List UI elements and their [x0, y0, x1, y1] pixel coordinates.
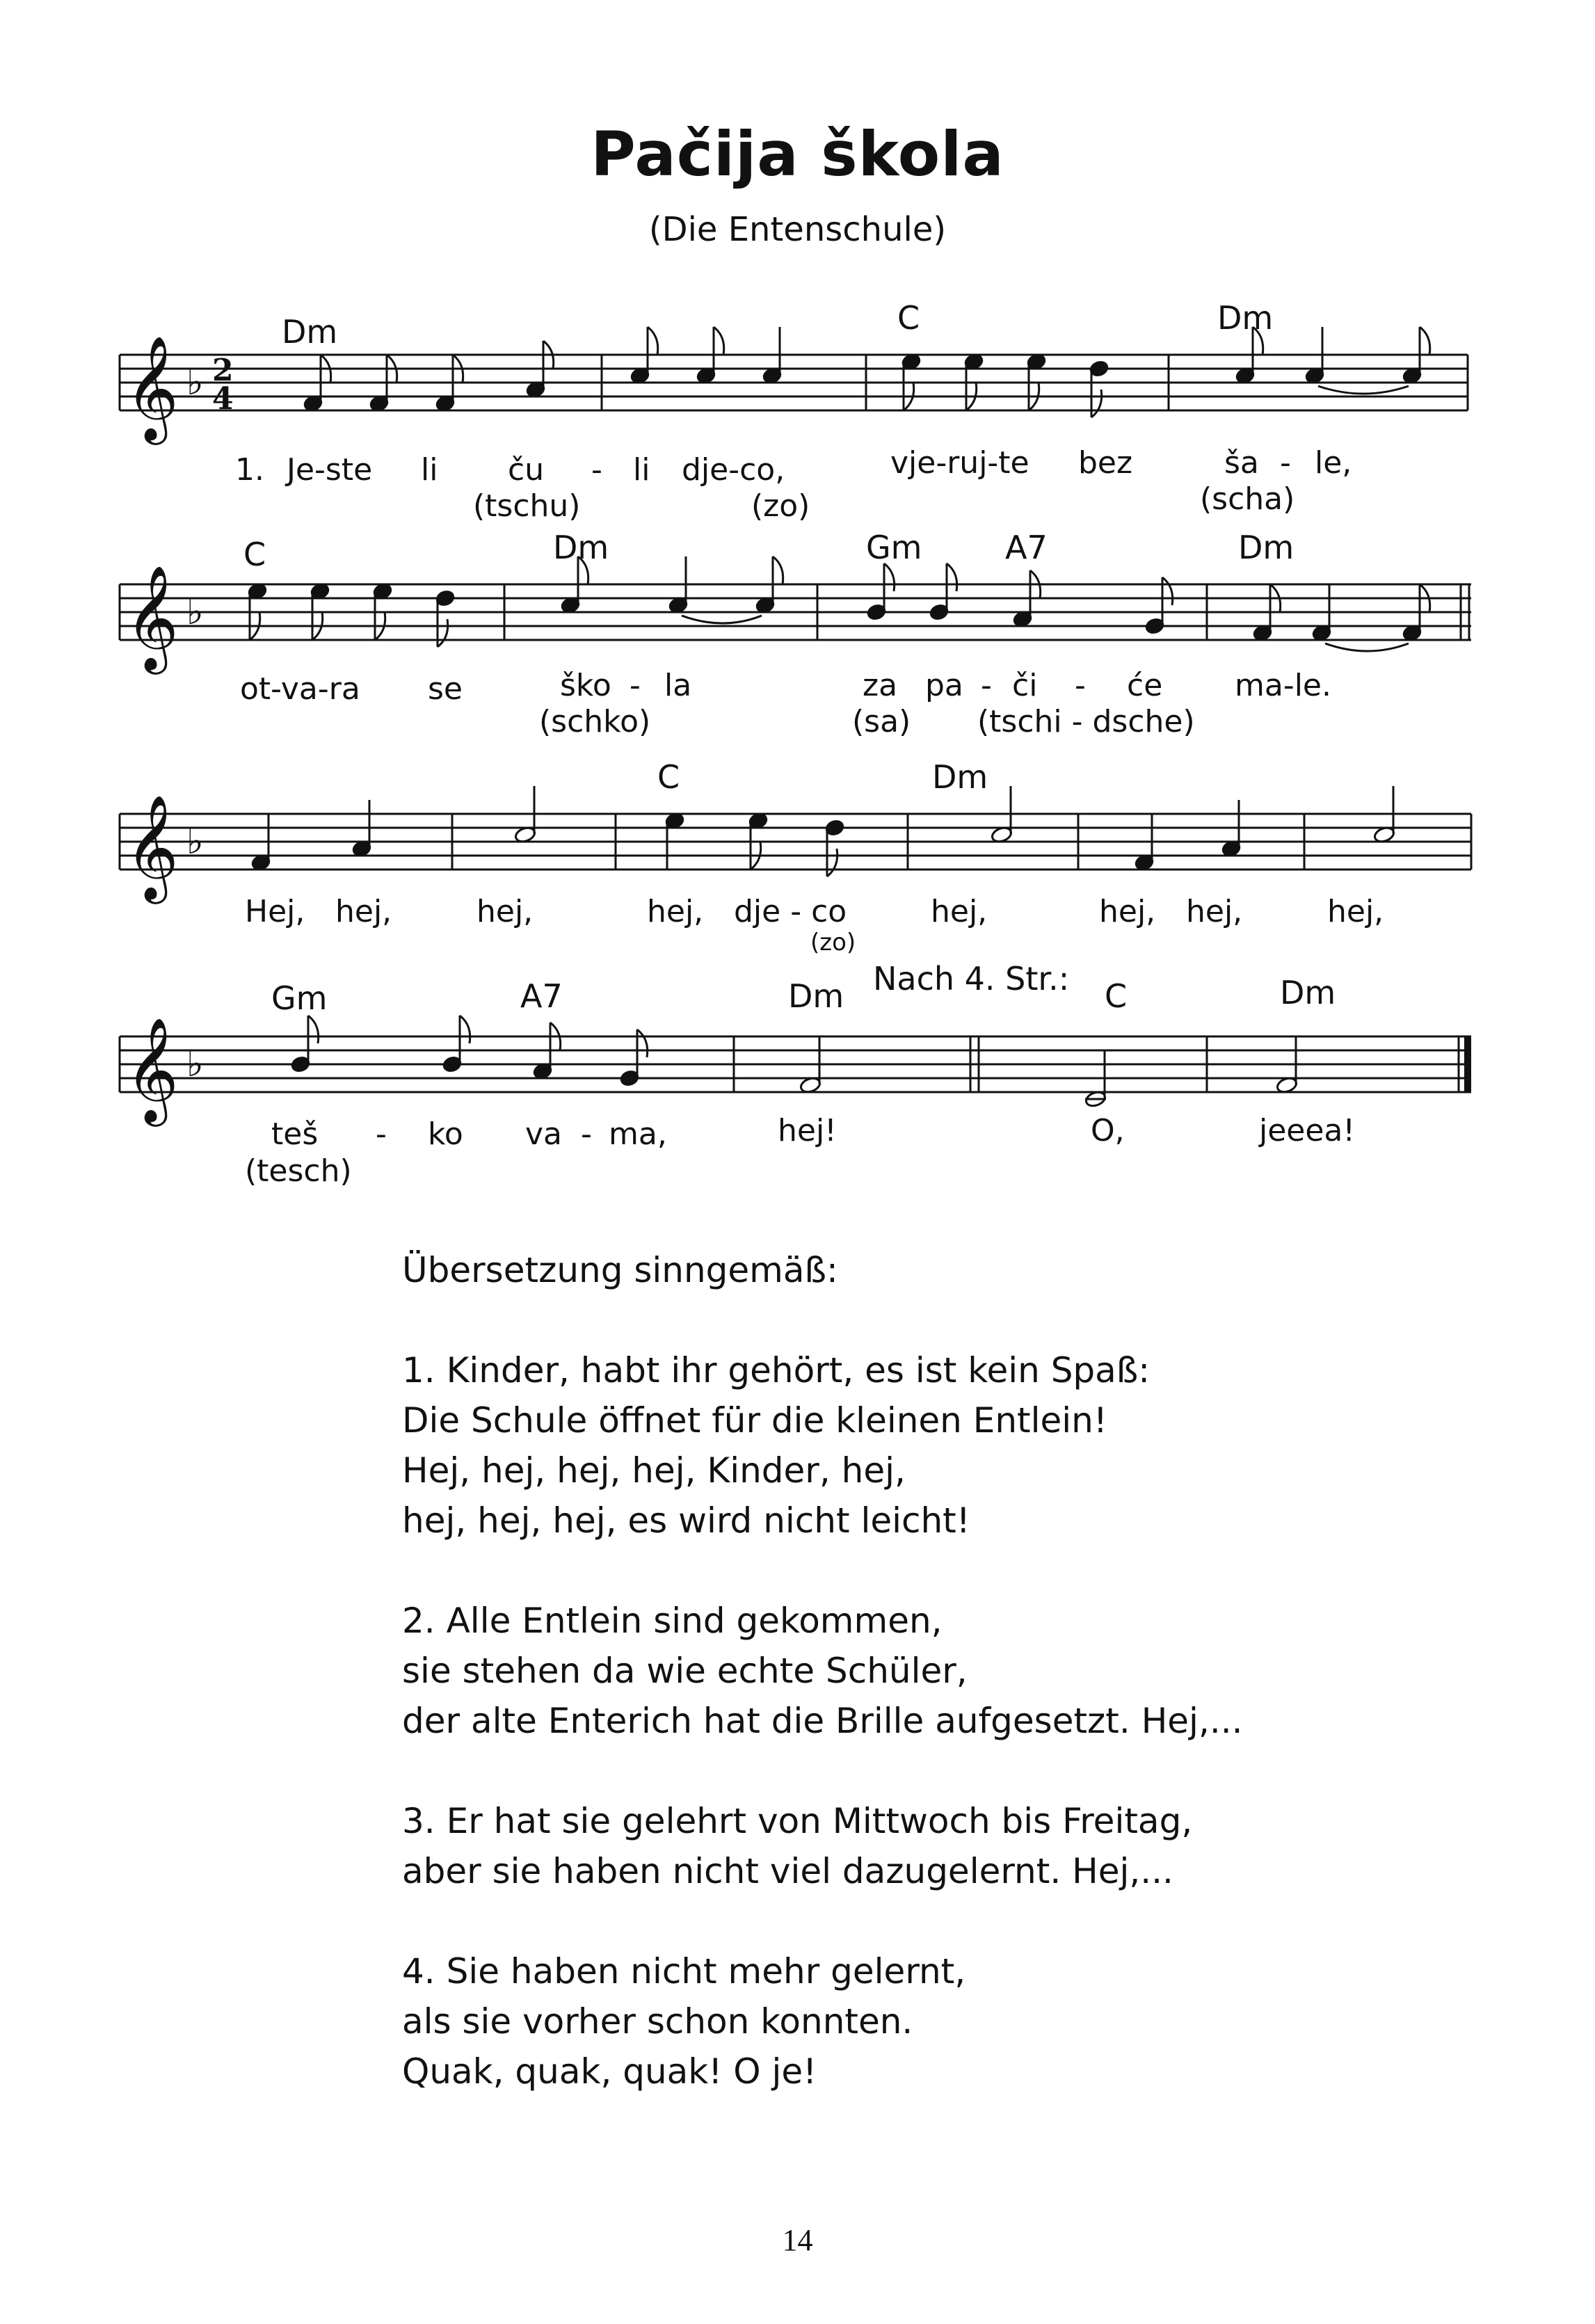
lyric-syllable: - [581, 1116, 592, 1152]
chord-label: Dm [282, 313, 338, 351]
stanza-line: 3. Er hat sie gelehrt von Mittwoch bis Freitag, [402, 1801, 1193, 1841]
chord-label: Dm [1280, 974, 1336, 1011]
lyric-syllable: - [376, 1116, 387, 1152]
pronunciation-hint: (scha) [1200, 481, 1295, 517]
lyric-syllable: va [525, 1116, 563, 1152]
staff-system-3 [0, 758, 1595, 981]
chord-label: Dm [553, 529, 609, 566]
svg-text:♭: ♭ [186, 591, 204, 633]
lyric-syllable: pa [925, 668, 963, 703]
chord-label: Dm [1238, 529, 1295, 566]
stanza-line: 1. Kinder, habt ihr gehört, es ist kein Spaß: [402, 1350, 1151, 1391]
staff-system-1 [0, 299, 1595, 529]
lyric-syllable: dje - co [734, 894, 847, 929]
chord-label: A7 [1005, 529, 1048, 566]
svg-text:♭: ♭ [186, 1043, 204, 1085]
staff-3-notation [0, 758, 1595, 981]
chord-label: C [657, 758, 680, 796]
stanza-line: der alte Enterich hat die Brille aufgesetzt. Hej,... [402, 1701, 1243, 1741]
translation-block [402, 1245, 1445, 2147]
lyric-syllable: za [863, 668, 898, 703]
pronunciation-hint: (schko) [539, 704, 651, 739]
page-number: 14 [782, 2223, 813, 2257]
chord-label: Dm [788, 977, 844, 1015]
lyric-syllable: li [633, 452, 650, 488]
stanza-1 [402, 1345, 1445, 1546]
svg-text:4: 4 [212, 381, 234, 417]
stanza-3 [402, 1796, 1445, 1896]
lyric-syllable: - [981, 668, 992, 703]
da-capo-note: Nach 4. Str.: [873, 960, 1070, 997]
staff-2-notation [0, 529, 1595, 765]
chord-label: Gm [866, 529, 922, 566]
stanza-line: als sie vorher schon konnten. [402, 2001, 913, 2042]
lyric-syllable: će [1127, 668, 1163, 703]
lyric-syllable: li [421, 452, 438, 488]
chord-label: Dm [932, 758, 988, 796]
pronunciation-hint: (zo) [751, 488, 810, 524]
lyric-syllable: ču [508, 452, 545, 488]
svg-text:♭: ♭ [186, 362, 204, 403]
lyric-syllable: hej, [335, 894, 392, 929]
stanza-4 [402, 1946, 1445, 2097]
lyric-syllable: ma, [609, 1116, 667, 1152]
lyric-syllable: bez [1078, 445, 1133, 481]
svg-text:𝄞: 𝄞 [125, 794, 179, 899]
lyric-syllable: ot-va-ra [240, 671, 360, 707]
lyric-syllable: dje-co, [682, 452, 785, 488]
page-subtitle: (Die Entenschule) [648, 210, 947, 249]
staff-system-2 [0, 529, 1595, 765]
pronunciation-hint: (tesch) [245, 1153, 352, 1189]
lyric-syllable: či [1012, 668, 1038, 703]
lyric-syllable: hej, [476, 894, 534, 929]
stanza-line: 4. Sie haben nicht mehr gelernt, [402, 1951, 966, 1992]
svg-text:2: 2 [212, 353, 234, 388]
lyric-syllable: hej, [647, 894, 704, 929]
stanza-line: Quak, quak, quak! O je! [402, 2051, 817, 2092]
translation-heading: Übersetzung sinngemäß: [402, 1250, 838, 1290]
svg-text:𝄞: 𝄞 [125, 564, 179, 670]
lyric-syllable: jeeea! [1259, 1113, 1356, 1148]
pronunciation-hint: (tschu) [473, 488, 581, 524]
lyric-syllable: hej, [931, 894, 988, 929]
stanza-line: 2. Alle Entlein sind gekommen, [402, 1601, 943, 1641]
page-title: Pačija škola [591, 118, 1004, 190]
lyric-syllable: Je-ste [287, 452, 373, 488]
lyric-syllable: teš [271, 1116, 319, 1152]
chord-label: C [897, 299, 920, 337]
stanza-line: Hej, hej, hej, hej, Kinder, hej, [402, 1450, 906, 1491]
svg-text:♭: ♭ [186, 821, 204, 863]
lyric-syllable: vje-ruj-te [890, 445, 1029, 481]
chord-label: C [1105, 977, 1128, 1015]
pronunciation-hint: (sa) [852, 704, 911, 739]
stanza-line: sie stehen da wie echte Schüler, [402, 1651, 968, 1691]
chord-label: C [243, 536, 266, 573]
lyric-syllable: ko [428, 1116, 463, 1152]
chord-label: Gm [271, 979, 328, 1017]
lyric-syllable: hej, [1327, 894, 1384, 929]
lyric-syllable: hej, [1099, 894, 1156, 929]
lyric-syllable: - [591, 452, 602, 488]
lyric-syllable: 1. [235, 452, 264, 488]
chord-label: Dm [1217, 299, 1274, 337]
lyric-syllable: - [1075, 668, 1086, 703]
stanza-2 [402, 1596, 1445, 1746]
lyric-syllable: O, [1091, 1113, 1125, 1148]
svg-text:𝄞: 𝄞 [125, 1016, 179, 1122]
lyric-syllable: ma-le. [1235, 668, 1331, 703]
pronunciation-hint: (tschi - dsche) [977, 704, 1195, 739]
lyric-syllable: hej, [1186, 894, 1243, 929]
stanza-line: hej, hej, hej, es wird nicht leicht! [402, 1500, 970, 1541]
lyric-syllable: ša [1224, 445, 1259, 481]
lyric-syllable: le, [1315, 445, 1352, 481]
lyric-syllable: Hej, [245, 894, 305, 929]
lyric-syllable: - [1280, 445, 1291, 481]
chord-label: A7 [520, 977, 563, 1015]
stanza-line: aber sie haben nicht viel dazugelernt. Hej,... [402, 1851, 1173, 1891]
pronunciation-hint: (zo) [810, 929, 856, 956]
staff-system-4 [0, 960, 1595, 1210]
svg-text:𝄞: 𝄞 [125, 335, 179, 440]
stanza-line: Die Schule öffnet für die kleinen Entlein! [402, 1400, 1107, 1441]
lyric-syllable: ško [560, 668, 611, 703]
lyric-syllable: se [428, 671, 463, 707]
lyric-syllable: hej! [778, 1113, 837, 1148]
lyric-syllable: la [664, 668, 692, 703]
lyric-syllable: - [630, 668, 641, 703]
